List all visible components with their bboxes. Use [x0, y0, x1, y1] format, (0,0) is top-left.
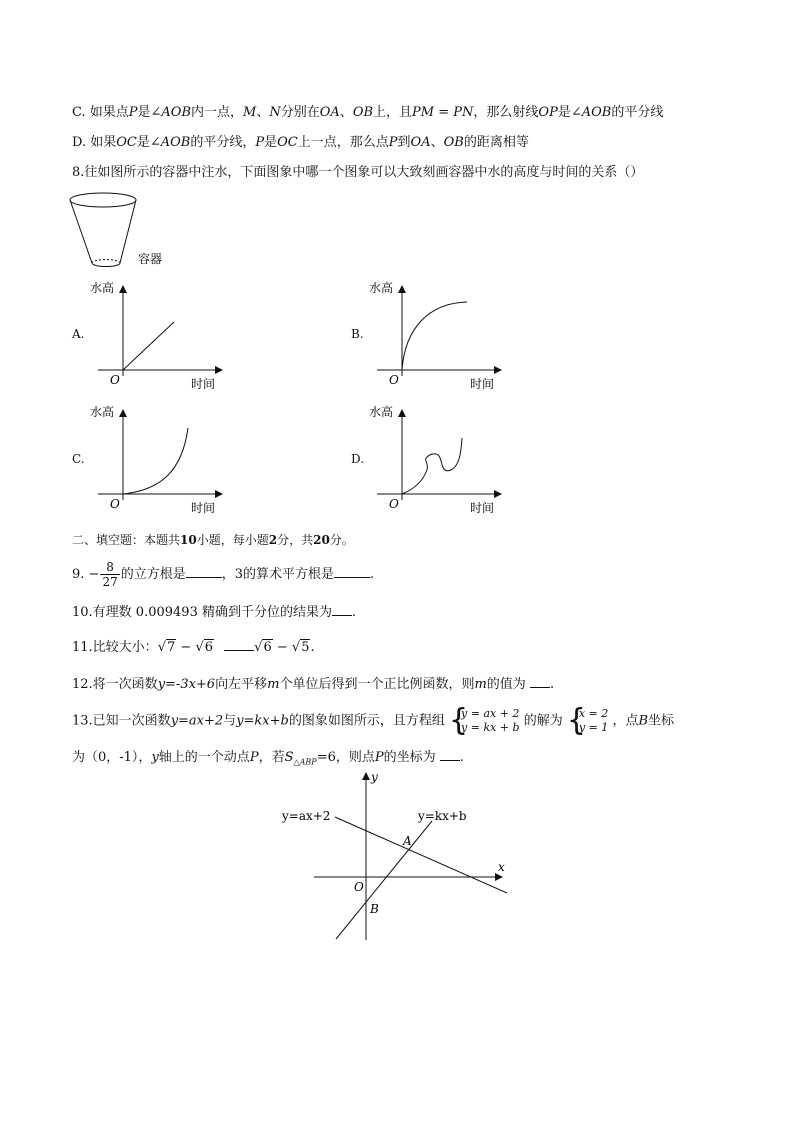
- label-line-2: y=kx+b: [418, 809, 467, 823]
- point-b-label: B: [370, 902, 379, 916]
- section-2-heading: 二、填空题：本题共10小题，每小题2分，共20分。: [72, 533, 354, 547]
- svg-text:时间: 时间: [470, 377, 495, 390]
- question-11: 11.比较大小：√7 − √6 √6 − √5.: [72, 640, 315, 655]
- svg-text:x: x: [498, 860, 505, 874]
- answer-blank[interactable]: [530, 675, 550, 688]
- graph-c: [90, 402, 230, 514]
- svg-text:时间: 时间: [191, 501, 216, 514]
- q13-figure: [270, 765, 520, 945]
- svg-text:y: y: [371, 770, 378, 784]
- svg-text:O: O: [389, 373, 399, 387]
- svg-text:水高: 水高: [369, 281, 394, 295]
- option-c-label: C.: [72, 452, 85, 466]
- graph-b: [369, 278, 509, 390]
- container-figure: [66, 190, 186, 272]
- svg-text:O: O: [354, 880, 364, 894]
- option-d-label: D.: [351, 452, 365, 466]
- svg-text:O: O: [110, 497, 120, 511]
- fraction: $\frac{8}{27}$: [102, 560, 118, 589]
- point-a-label: A: [403, 834, 412, 848]
- answer-blank[interactable]: [224, 638, 254, 651]
- option-a-label: A.: [72, 327, 85, 341]
- question-9: 9. − $\frac{8}{27}$ 的立方根是 ，3的算术平方根是 .: [72, 560, 375, 589]
- q7-option-d: D. 如果OC是∠AOB的平分线，P是OC上一点，那么点P到OA、OB的距离相等: [72, 135, 529, 150]
- curve-b: [402, 302, 467, 370]
- question-13-line-1: 13.已知一次函数y=ax+2与y=kx+b的图象如图所示，且方程组 { y = ax + 2 y = kx + b 的解为 { x = 2 y = 1 ，点B坐标: [72, 703, 675, 738]
- question-12: 12.将一次函数y=-3x+6向左平移m个单位后得到一个正比例函数，则m的值为 .: [72, 677, 555, 692]
- svg-text:水高: 水高: [369, 405, 394, 419]
- graph-d: [369, 402, 509, 514]
- question-10: 10.有理数 0.009493 精确到千分位的结果为 .: [72, 605, 357, 620]
- svg-text:O: O: [389, 497, 399, 511]
- option-b-label: B.: [351, 327, 364, 341]
- answer-blank[interactable]: [332, 603, 352, 616]
- answer-blank[interactable]: [334, 565, 370, 578]
- curve-a: [123, 322, 174, 370]
- svg-text:容器: 容器: [138, 252, 163, 266]
- answer-blank[interactable]: [440, 748, 460, 761]
- graph-a: [90, 278, 230, 390]
- curve-c: [123, 428, 188, 494]
- q7-option-c: C. 如果点P是∠AOB内一点，M、N分别在OA、OB上，且PM = PN，那么射线OP是∠AOB的平分线: [72, 105, 664, 120]
- svg-text:水高: 水高: [90, 405, 115, 419]
- svg-text:时间: 时间: [191, 377, 216, 390]
- question-13-line-2: 为（0，-1），y轴上的一个动点P，若$S_{\triangle ABP}=6$，则点P的坐标为 .: [72, 750, 464, 767]
- label-line-1: y=ax+2: [282, 809, 331, 823]
- equation-system: { y = ax + 2 y = kx + b: [449, 703, 520, 738]
- q8-stem: 8.往如图所示的容器中注水，下面图象中哪一个图象可以大致刻画容器中水的高度与时间的关系（）: [72, 165, 644, 180]
- svg-text:水高: 水高: [90, 281, 115, 295]
- solution-system: { x = 2 y = 1: [566, 703, 609, 738]
- svg-text:O: O: [110, 373, 120, 387]
- answer-blank[interactable]: [186, 565, 222, 578]
- svg-text:时间: 时间: [470, 501, 495, 514]
- curve-d: [402, 438, 462, 494]
